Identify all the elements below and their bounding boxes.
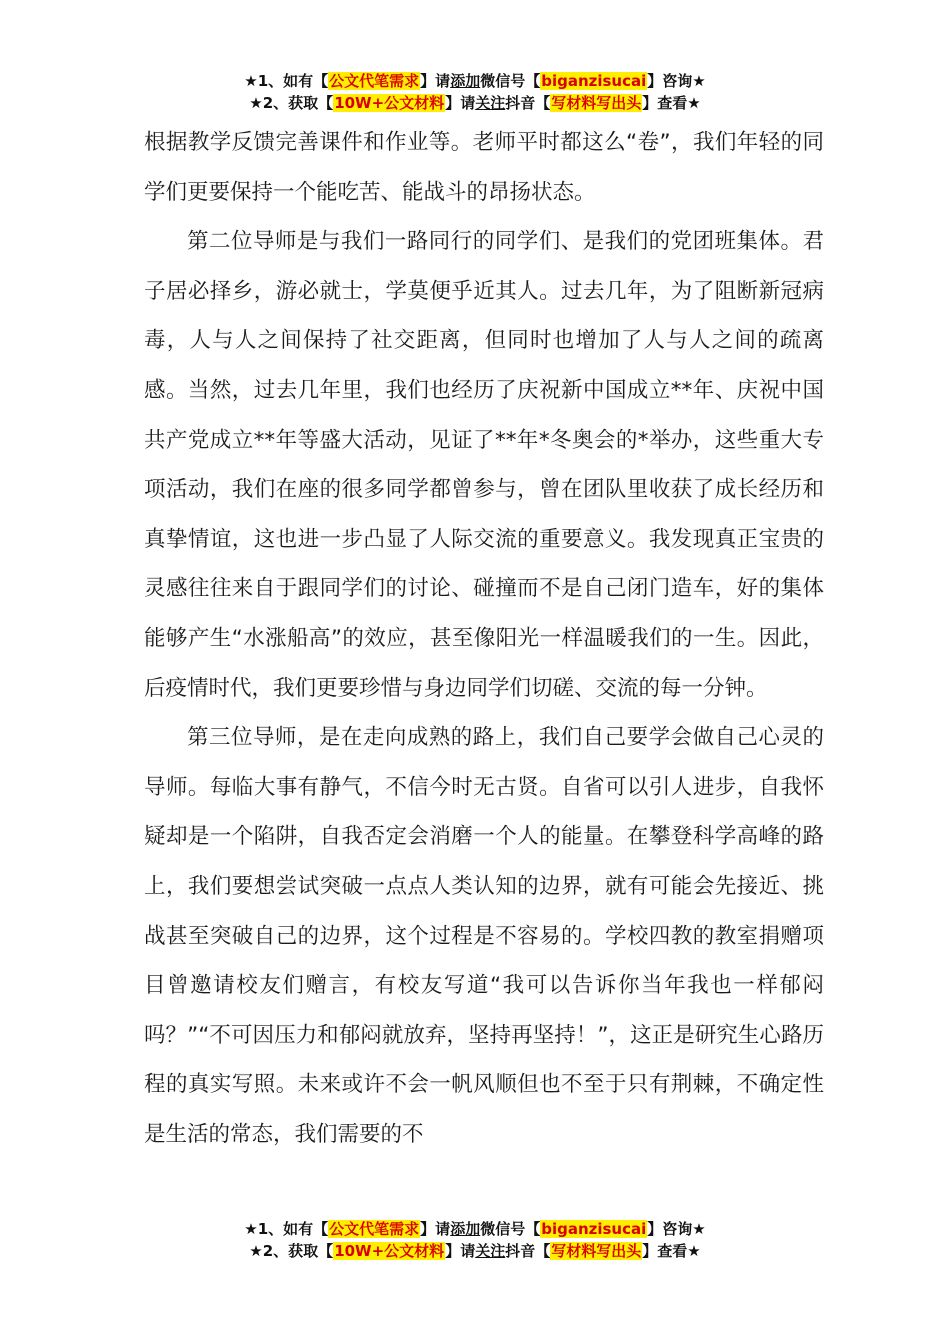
banner-underline: 添加	[450, 1220, 481, 1238]
paragraph-third-mentor: 第三位导师，是在走向成熟的路上，我们自己要学会做自己心灵的导师。每临大事有静气，不信今时无古贤。自省可以引人进步，自我怀疑却是一个陷阱，自我否定会消磨一个人的能量。在攀登科学高峰的路上，我们要想尝试突破一点点人类认知的边界，就有可能会先接近、挑战甚至突破自己的边界，这个过程是不容易的。学校四教的教室捐赠项目曾邀请校友们赠言，有校友写道“我可以告诉你当年我也一样郁闷吗？”“不可因压力和郁闷就放弃，坚持再坚持！”，这正是研究生心路历程的真实写照。未来或许不会一帆风顺但也不至于只有荆棘，不确定性是生活的常态，我们需要的不	[144, 725, 824, 1147]
header-banner	[0, 70, 950, 114]
banner-highlight: 公文代笔需求	[329, 72, 420, 90]
banner-text: 】请	[420, 1220, 451, 1238]
banner-line-1	[0, 1218, 950, 1240]
banner-text: 】查看★	[642, 94, 701, 112]
banner-text: 】查看★	[642, 1242, 701, 1260]
banner-underline: 关注	[475, 1242, 506, 1260]
banner-underline: 关注	[475, 94, 506, 112]
banner-line-2	[0, 1240, 950, 1262]
banner-text: ★1、如有【	[244, 1220, 329, 1238]
footer-banner	[0, 1218, 950, 1262]
banner-text: 】咨询★	[647, 1220, 706, 1238]
banner-underline: 添加	[450, 72, 481, 90]
banner-highlight: 写材料写出头	[551, 94, 642, 112]
banner-highlight: 写材料写出头	[551, 1242, 642, 1260]
banner-text: 微信号【	[480, 1220, 541, 1238]
banner-text: 】请	[445, 94, 476, 112]
banner-line-1	[0, 70, 950, 92]
banner-text: 】咨询★	[647, 72, 706, 90]
banner-highlight: 10W+公文材料	[334, 94, 445, 112]
banner-text: ★1、如有【	[244, 72, 329, 90]
banner-text: ★2、获取【	[249, 94, 334, 112]
document-body	[144, 118, 824, 1159]
banner-highlight: biganzisucai	[541, 1220, 647, 1238]
banner-text: 】请	[445, 1242, 476, 1260]
banner-text: ★2、获取【	[249, 1242, 334, 1260]
banner-text: 】请	[420, 72, 451, 90]
banner-text: 抖音【	[505, 94, 551, 112]
banner-highlight: 公文代笔需求	[329, 1220, 420, 1238]
banner-text: 抖音【	[505, 1242, 551, 1260]
banner-highlight: biganzisucai	[541, 72, 647, 90]
paragraph-second-mentor: 第二位导师是与我们一路同行的同学们、是我们的党团班集体。君子居必择乡，游必就士，学莫便乎近其人。过去几年，为了阻断新冠病毒，人与人之间保持了社交距离，但同时也增加了人与人之间的疏离感。当然，过去几年里，我们也经历了庆祝新中国成立**年、庆祝中国共产党成立**年等盛大活动，见证了**年*冬奥会的*举办，这些重大专项活动，我们在座的很多同学都曾参与，曾在团队里收获了成长经历和真挚情谊，这也进一步凸显了人际交流的重要意义。我发现真正宝贵的灵感往往来自于跟同学们的讨论、碰撞而不是自己闭门造车，好的集体能够产生“水涨船高”的效应，甚至像阳光一样温暖我们的一生。因此，后疫情时代，我们更要珍惜与身边同学们切磋、交流的每一分钟。	[144, 229, 824, 701]
banner-line-2	[0, 92, 950, 114]
banner-text: 微信号【	[480, 72, 541, 90]
banner-highlight: 10W+公文材料	[334, 1242, 445, 1260]
paragraph-continuation: 根据教学反馈完善课件和作业等。老师平时都这么“卷”，我们年轻的同学们更要保持一个能吃苦、能战斗的昂扬状态。	[144, 130, 824, 205]
